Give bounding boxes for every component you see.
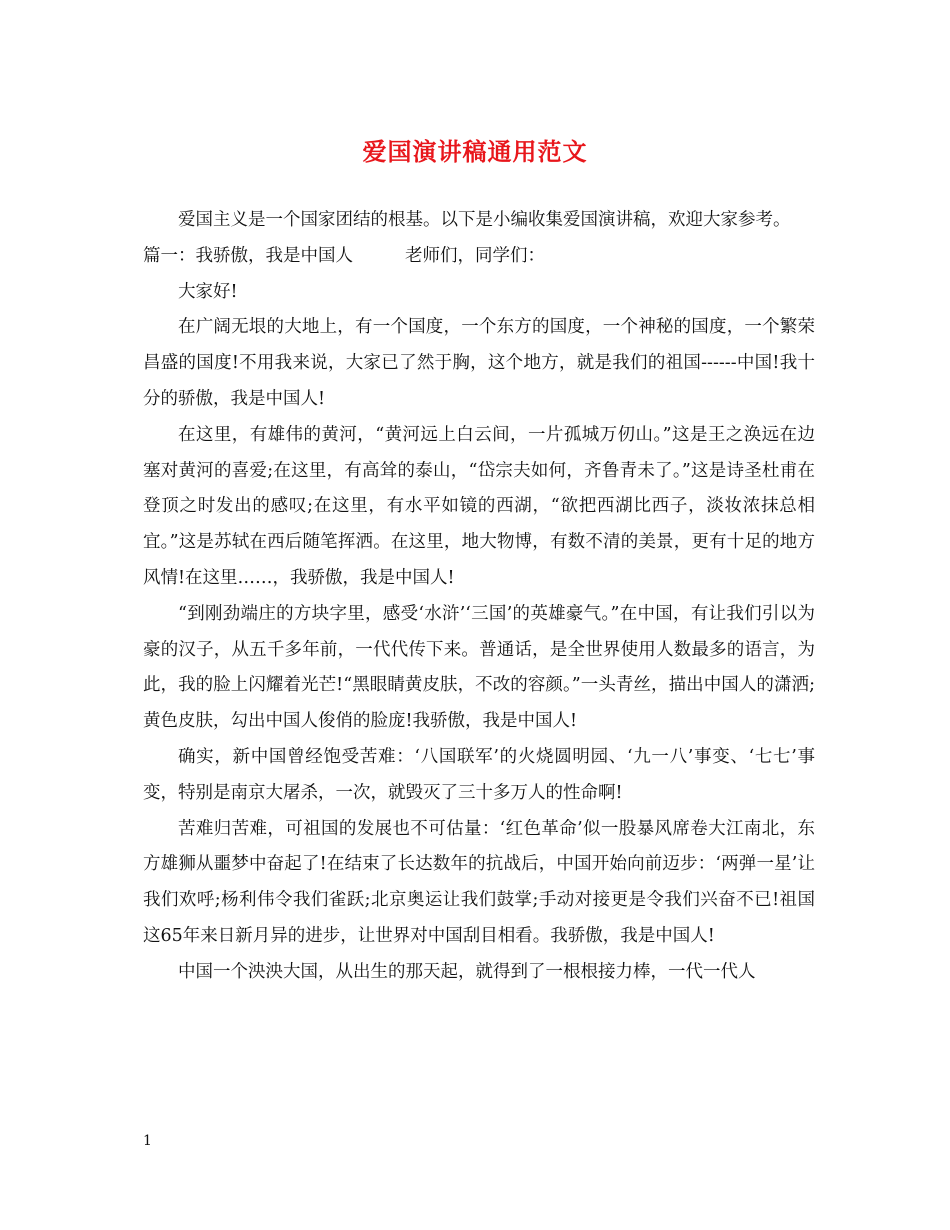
salutation: 老师们，同学们： (405, 245, 545, 266)
body-paragraph: “到刚劲端庄的方块字里，感受‘水浒’‘三国’的英雄豪气。”在中国，有让我们引以为豪的汉子，从五千多年前，一代代传下来。普通话，是全世界使用人数最多的语言，为此，我的脸上闪耀着光芒!“黑眼睛黄皮肤，不改的容颜。”一头青丝，描出中国人的潇洒;黄色皮肤，勾出中国人俊俏的脸庞!我骄傲，我是中国人! (143, 603, 815, 732)
document-body (143, 203, 815, 991)
intro-paragraph: 爱国主义是一个国家团结的根基。以下是小编收集爱国演讲稿，欢迎大家参考。 (178, 210, 791, 230)
section-heading-line (143, 239, 815, 275)
body-paragraph: 在这里，有雄伟的黄河，“黄河远上白云间，一片孤城万仞山。”这是王之涣远在边塞对黄河的喜爱;在这里，有高耸的泰山，“岱宗夫如何，齐鲁青未了。”这是诗圣杜甫在登顶之时发出的感叹;在这里，有水平如镜的西湖，“欲把西湖比西子，淡妆浓抹总相宜。”这是苏轼在西后随笔挥洒。在这里，地大物博，有数不清的美景，更有十足的地方风情!在这里……，我骄傲，我是中国人! (143, 424, 815, 588)
page-number: 1 (143, 1133, 152, 1149)
document-title: 爱国演讲稿通用范文 (362, 137, 588, 166)
greeting: 大家好! (178, 281, 238, 302)
section-heading: 篇一：我骄傲，我是中国人 (143, 245, 353, 266)
body-paragraph: 在广阔无垠的大地上，有一个国度，一个东方的国度，一个神秘的国度，一个繁荣昌盛的国度!不用我来说，大家已了然于胸，这个地方，就是我们的祖国------中国!我十分的骄傲，我是中国人! (143, 317, 815, 409)
body-paragraph: 确实，新中国曾经饱受苦难：‘八国联军’的火烧圆明园、‘九一八’事变、‘七七’事变，特别是南京大屠杀，一次，就毁灭了三十多万人的性命啊! (143, 746, 815, 803)
body-paragraph: 中国一个泱泱大国，从出生的那天起，就得到了一根根接力棒，一代一代人 (178, 961, 756, 982)
body-paragraph: 苦难归苦难，可祖国的发展也不可估量：‘红色革命’似一股暴风席卷大江南北，东方雄狮从噩梦中奋起了!在结束了长达数年的抗战后，中国开始向前迈步：‘两弹一星’让我们欢呼;杨利伟令我们雀跃;北京奥运让我们鼓掌;手动对接更是令我们兴奋不已!祖国这65年来日新月异的进步，让世界对中国刮目相看。我骄傲，我是中国人! (143, 818, 815, 946)
